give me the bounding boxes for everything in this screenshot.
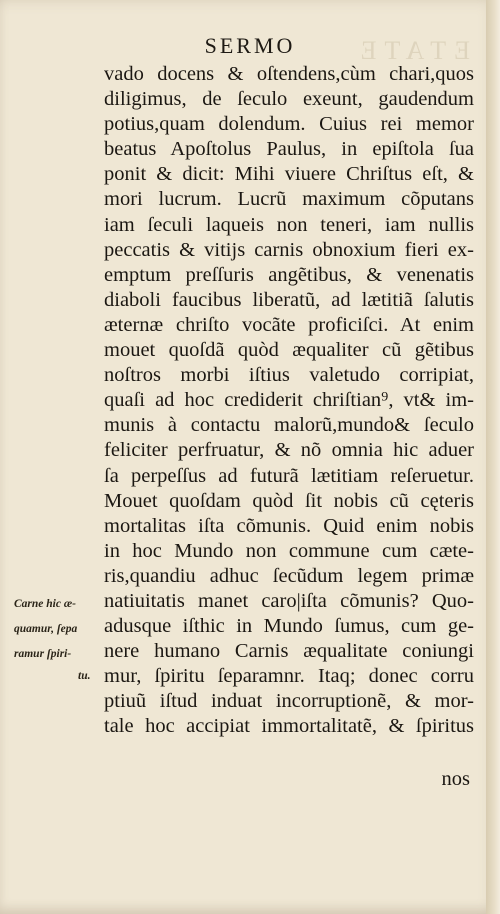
text-line: natiuitatis manet caro|iſta cõmunis? Quo- — [104, 589, 474, 612]
text-line: mori lucrum. Lucrũ maximum cõputans — [104, 188, 474, 211]
page-edge — [486, 0, 500, 914]
text-line: peccatis & vitijs carnis obnoxium fieri ex- — [104, 238, 474, 261]
text-line: beatus Apoſtolus Paulus, in epiſtola ſua — [104, 138, 474, 161]
marginal-note-line: ramur ſpiri- — [14, 648, 72, 660]
text-line: munis à contactu malorũ,mundo& ſeculo — [104, 414, 474, 437]
text-line: ſa perpeſſus ad futurã lætitiam reſeruetur. — [104, 464, 474, 487]
marginal-note-line: Carne hic æ- — [14, 598, 76, 610]
text-line: quaſi ad hoc crediderit chriſtian⁹, vt& im- — [104, 389, 474, 412]
text-line: iam ſeculi laqueis non teneri, iam nullis — [104, 213, 474, 236]
text-line: diligimus, de ſeculo exeunt, gaudendum — [104, 88, 474, 111]
text-line: emptum preſſuris angẽtibus, & venenatis — [104, 263, 474, 286]
text-line: ptiuũ iſtud induat incorruptionẽ, & mor- — [104, 690, 474, 713]
catchword: nos — [441, 768, 470, 790]
marginal-note-line: tu. — [78, 670, 91, 682]
marginal-note-line: quamur, ſepa — [14, 623, 78, 635]
text-line: feliciter perfruatur, & nõ omnia hic aduer — [104, 439, 474, 462]
text-line: mortalitas iſta cõmunis. Quid enim nobis — [104, 514, 474, 537]
text-line: mouet quoſdã quòd æqualiter cũ gẽtibus — [104, 339, 474, 362]
text-line: nere humano Carnis æqualitate coniungi — [104, 640, 474, 663]
text-line: tale hoc accipiat immortalitatẽ, & ſpiritus — [104, 715, 474, 738]
body-text — [104, 62, 474, 740]
text-line: in hoc Mundo non commune cum cæte- — [104, 539, 474, 562]
text-line: ris,quandiu adhuc ſecũdum legem primæ — [104, 564, 474, 587]
text-line: ponit & dicit: Mihi viuere Chriſtus eſt, & — [104, 163, 474, 186]
text-line: adusque iſthic in Mundo ſumus, cum ge- — [104, 615, 474, 638]
text-line: Mouet quoſdam quòd ſit nobis cũ cęteris — [104, 489, 474, 512]
text-line: potius,quam dolendum. Cuius rei memor — [104, 113, 474, 136]
show-through-ghost-text: ETATE — [352, 36, 470, 65]
running-head: SERMO — [204, 33, 296, 58]
text-line: noſtros morbi iſtius valetudo corripiat, — [104, 364, 474, 387]
text-line: diaboli faucibus liberatũ, ad lætitiã ſalutis — [104, 288, 474, 311]
text-line: mur, ſpiritu ſeparamnr. Itaq; donec corru — [104, 665, 474, 688]
text-line: vado docens & oſtendens,cùm chari,quos — [104, 63, 474, 85]
text-line: æternæ chriſto vocãte proficiſci. At enim — [104, 313, 474, 336]
